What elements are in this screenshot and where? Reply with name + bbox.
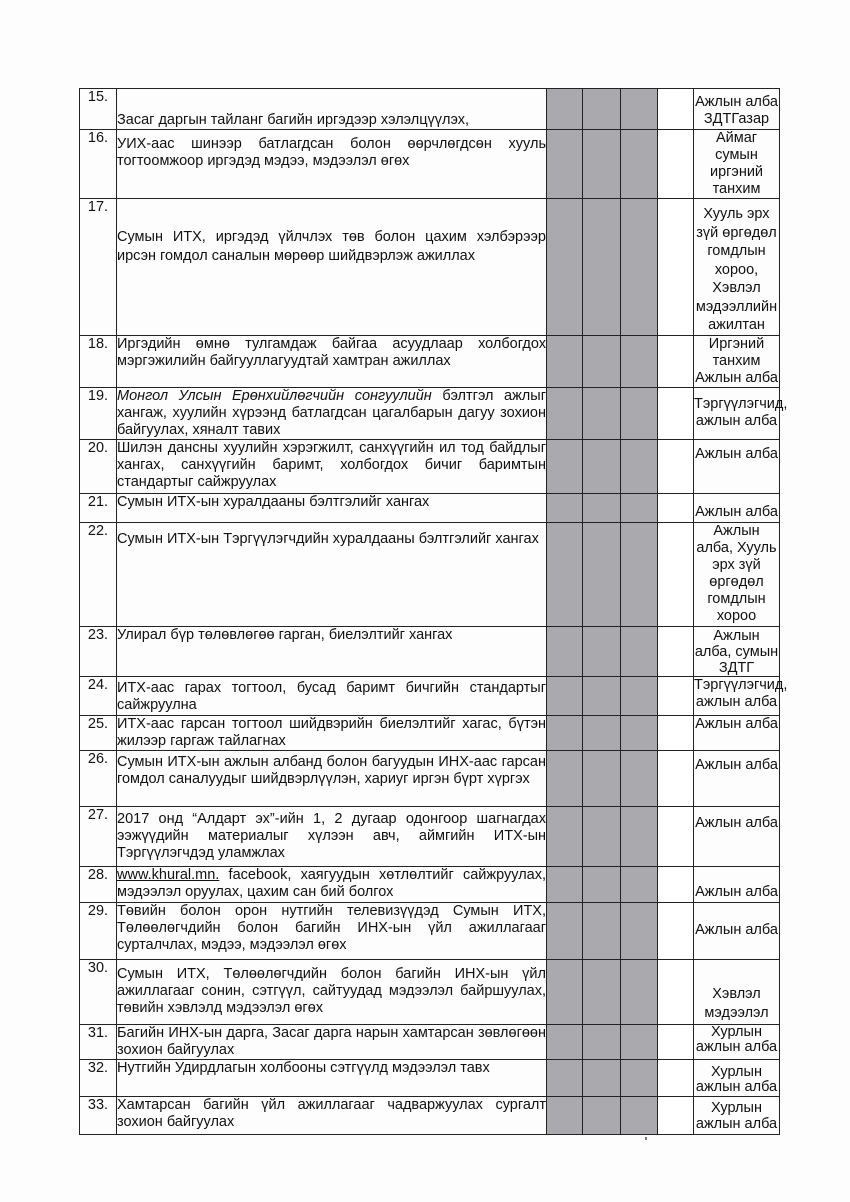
shaded-cell — [621, 676, 658, 715]
responsible-unit: Ажлын алба — [694, 439, 780, 493]
activity-text: Улирал бүр төлөвлөгөө гарган, биелэлтийг хангах — [117, 626, 547, 676]
shaded-cell — [547, 493, 583, 522]
blank-cell — [658, 199, 694, 336]
blank-cell — [658, 493, 694, 522]
shaded-cell — [547, 130, 583, 199]
row-number: 20. — [80, 439, 117, 493]
blank-cell — [658, 715, 694, 750]
activity-text: Иргэдийн өмнө тулгамдаж байгаа асуудлаар холбогдох мэргэжилийн байгууллагуудтай хамтран ажиллах — [117, 335, 547, 387]
activity-text: Засаг даргын тайланг багийн иргэдээр хэлэлцүүлэх, — [117, 89, 547, 130]
row-number: 32. — [80, 1059, 117, 1096]
shaded-cell — [583, 959, 621, 1024]
blank-cell — [658, 1059, 694, 1096]
row-number: 17. — [80, 199, 117, 336]
shaded-cell — [583, 387, 621, 439]
responsible-unit: Ажлын алба — [694, 750, 780, 806]
responsible-unit: Хууль эрх зүй өргөдөл гомдлын хороо, Хэвлэл мэдээллийн ажилтан — [694, 199, 780, 336]
activity-italic-text: Монгол Улсын Ерөнхийлөгчийн сонгуулийн — [117, 387, 432, 404]
table-row — [80, 1024, 780, 1059]
activity-text: Сумын ИТХ, иргэдэд үйлчлэх төв болон цахим хэлбэрээр ирсэн гомдол саналын мөрөөр шийдвэрлэж ажиллах — [117, 199, 547, 336]
shaded-cell — [547, 1059, 583, 1096]
shaded-cell — [621, 199, 658, 336]
row-number: 27. — [80, 806, 117, 866]
blank-cell — [658, 959, 694, 1024]
responsible-unit: Ажлын алба — [694, 493, 780, 522]
responsible-unit: Тэргүүлэгчид, ажлын алба — [694, 387, 780, 439]
blank-cell — [658, 89, 694, 130]
shaded-cell — [621, 750, 658, 806]
shaded-cell — [583, 199, 621, 336]
row-number: 25. — [80, 715, 117, 750]
shaded-cell — [621, 387, 658, 439]
activity-text: Сумын ИТХ, Төлөөлөгчдийн болон багийн ИНХ-ын үйл ажиллагааг сонин, сэтгүүл, сайтуудад мэдээлэл байршуулах, төвийн хэвлэлд мэдээлэл өгөх — [117, 959, 547, 1024]
responsible-unit: Ажлын алба ЗДТГазар — [694, 89, 780, 130]
blank-cell — [658, 130, 694, 199]
row-number: 22. — [80, 522, 117, 626]
shaded-cell — [547, 806, 583, 866]
shaded-cell — [583, 89, 621, 130]
activity-text: Монгол Улсын Ерөнхийлөгчийн сонгуулийн бэлтгэл ажлыг хангаж, хуулийн хүрээнд батлагдсан цагалбарын дагуу зохион байгуулах, хяналт тавих — [117, 387, 546, 438]
activity-text: УИХ-аас шинээр батлагдсан болон өөрчлөгдсөн хууль тогтоомжоор иргэдэд мэдээ, мэдээлэл өгөх — [117, 130, 547, 199]
shaded-cell — [583, 335, 621, 387]
row-number: 33. — [80, 1096, 117, 1134]
activity-text: 2017 онд “Алдарт эх”-ийн 1, 2 дугаар одонгоор шагнагдах ээжүүдийн материалыг хүлээн авч, аймгийн ИТХ-ын Тэргүүлэгчдэд уламжлах — [117, 806, 547, 866]
table-row — [80, 387, 780, 439]
website-link[interactable]: www.khural.mn. — [117, 866, 220, 883]
shaded-cell — [547, 89, 583, 130]
blank-cell — [658, 676, 694, 715]
row-number: 15. — [80, 89, 117, 130]
table-row — [80, 439, 780, 493]
shaded-cell — [621, 522, 658, 626]
row-number: 18. — [80, 335, 117, 387]
shaded-cell — [583, 1096, 621, 1134]
responsible-unit: Ажлын алба — [694, 866, 780, 902]
blank-cell — [658, 750, 694, 806]
row-number: 24. — [80, 676, 117, 715]
blank-cell — [658, 335, 694, 387]
row-number: 28. — [80, 866, 117, 902]
responsible-unit: Тэргүүлэгчид, ажлын алба — [694, 676, 780, 715]
shaded-cell — [621, 1024, 658, 1059]
activity-text: Хамтарсан багийн үйл ажиллагааг чадваржуулах сургалт зохион байгуулах — [117, 1096, 547, 1134]
shaded-cell — [547, 959, 583, 1024]
row-number: 23. — [80, 626, 117, 676]
responsible-unit: Хурлын ажлын алба — [694, 1096, 780, 1134]
activity-text: ИТХ-аас гарах тогтоол, бусад баримт бичгийн стандартыг сайжруулна — [117, 676, 547, 715]
shaded-cell — [583, 902, 621, 959]
shaded-cell — [547, 522, 583, 626]
responsible-unit: Аймаг сумын иргэний танхим — [694, 130, 780, 199]
table-row — [80, 1059, 780, 1096]
activity-text: Сумын ИТХ-ын хуралдааны бэлтгэлийг хангах — [117, 493, 547, 522]
shaded-cell — [547, 1096, 583, 1134]
row-number: 21. — [80, 493, 117, 522]
shaded-cell — [621, 1059, 658, 1096]
shaded-cell — [583, 715, 621, 750]
work-plan-table — [79, 88, 788, 1135]
table-row — [80, 806, 780, 866]
row-number: 16. — [80, 130, 117, 199]
shaded-cell — [621, 439, 658, 493]
shaded-cell — [583, 522, 621, 626]
responsible-unit: Ажлын алба, Хууль эрх зүй өргөдөл гомдлын хороо — [694, 522, 780, 626]
shaded-cell — [583, 493, 621, 522]
shaded-cell — [621, 1096, 658, 1134]
shaded-cell — [621, 335, 658, 387]
table-row — [80, 715, 780, 750]
shaded-cell — [583, 866, 621, 902]
responsible-unit: Ажлын алба, сумын ЗДТГ — [694, 627, 779, 676]
table-row — [80, 959, 780, 1024]
shaded-cell — [621, 866, 658, 902]
shaded-cell — [547, 1024, 583, 1059]
row-number: 30. — [80, 959, 117, 1024]
shaded-cell — [547, 676, 583, 715]
shaded-cell — [583, 439, 621, 493]
blank-cell — [658, 902, 694, 959]
shaded-cell — [547, 335, 583, 387]
responsible-unit: Ажлын алба — [694, 806, 780, 866]
shaded-cell — [583, 1024, 621, 1059]
shaded-cell — [621, 959, 658, 1024]
blank-cell — [658, 1096, 694, 1134]
responsible-unit: Иргэний танхим Ажлын алба — [695, 335, 778, 386]
shaded-cell — [621, 130, 658, 199]
activity-text: Шилэн дансны хуулийн хэрэгжилт, санхүүгийн ил тод байдлыг хангах, санхүүгийн баримт, холбогдох бичиг баримтын стандартыг сайжруулах — [117, 439, 547, 493]
activity-text: ИТХ-аас гарсан тогтоол шийдвэрийн биелэлтийг хагас, бүтэн жилээр гаргаж тайлагнах — [117, 715, 546, 749]
shaded-cell — [583, 750, 621, 806]
shaded-cell — [583, 626, 621, 676]
activity-text: www.khural.mn. facebook, хаягуудын хөтлөлтийг сайжруулах, мэдээлэл оруулах, цахим сан бий болгох — [117, 866, 547, 902]
table-row — [80, 626, 780, 676]
shaded-cell — [621, 715, 658, 750]
blank-cell — [658, 1024, 694, 1059]
row-number: 19. — [80, 387, 117, 439]
shaded-cell — [621, 89, 658, 130]
table-row — [80, 866, 780, 902]
scan-speck — [645, 1137, 647, 1140]
shaded-cell — [621, 806, 658, 866]
responsible-unit: Хурлын ажлын алба — [694, 1024, 780, 1059]
shaded-cell — [621, 493, 658, 522]
activity-text: Төвийн болон орон нутгийн телевизүүдэд Сумын ИТХ, Төлөөлөгчдийн болон багийн ИНХ-ын үйл ажиллагааг сурталчлах, мэдээ, мэдээлэл өгөх — [117, 902, 547, 959]
table-row — [80, 750, 780, 806]
table-row — [80, 335, 780, 387]
responsible-unit: Хурлын ажлын алба — [694, 1059, 780, 1096]
shaded-cell — [583, 1059, 621, 1096]
row-number: 29. — [80, 902, 117, 959]
table-row — [80, 89, 780, 130]
row-number: 26. — [80, 750, 117, 806]
table-row — [80, 130, 780, 199]
shaded-cell — [583, 806, 621, 866]
table-row — [80, 199, 780, 336]
shaded-cell — [547, 715, 583, 750]
table-row — [80, 493, 780, 522]
shaded-cell — [547, 626, 583, 676]
responsible-unit: Ажлын алба — [694, 715, 780, 750]
blank-cell — [658, 439, 694, 493]
shaded-cell — [547, 199, 583, 336]
table-row — [80, 902, 780, 959]
table-row — [80, 1096, 780, 1134]
shaded-cell — [621, 902, 658, 959]
shaded-cell — [547, 750, 583, 806]
shaded-cell — [547, 439, 583, 493]
shaded-cell — [547, 387, 583, 439]
blank-cell — [658, 522, 694, 626]
table-row — [80, 522, 780, 626]
blank-cell — [658, 387, 694, 439]
shaded-cell — [547, 866, 583, 902]
shaded-cell — [583, 676, 621, 715]
activity-text: Багийн ИНХ-ын дарга, Засаг дарга нарын хамтарсан зөвлөгөөн зохион байгуулах — [117, 1024, 546, 1058]
activity-text: Сумын ИТХ-ын Тэргүүлэгчдийн хуралдааны бэлтгэлийг хангах — [117, 522, 547, 626]
responsible-unit: Хэвлэл мэдээлэл — [694, 959, 780, 1024]
responsible-unit: Ажлын алба — [694, 902, 780, 959]
table-row — [80, 676, 780, 715]
blank-cell — [658, 626, 694, 676]
shaded-cell — [547, 902, 583, 959]
shaded-cell — [583, 130, 621, 199]
blank-cell — [658, 866, 694, 902]
row-number: 31. — [80, 1024, 117, 1059]
activity-text: Сумын ИТХ-ын ажлын албанд болон багуудын ИНХ-аас гарсан гомдол саналуудыг шийдвэрлүүлэн, хариуг иргэн бүрт хүргэх — [117, 750, 547, 806]
activity-text: Нутгийн Удирдлагын холбооны сэтгүүлд мэдээлэл тавх — [117, 1059, 547, 1096]
blank-cell — [658, 806, 694, 866]
shaded-cell — [621, 626, 658, 676]
